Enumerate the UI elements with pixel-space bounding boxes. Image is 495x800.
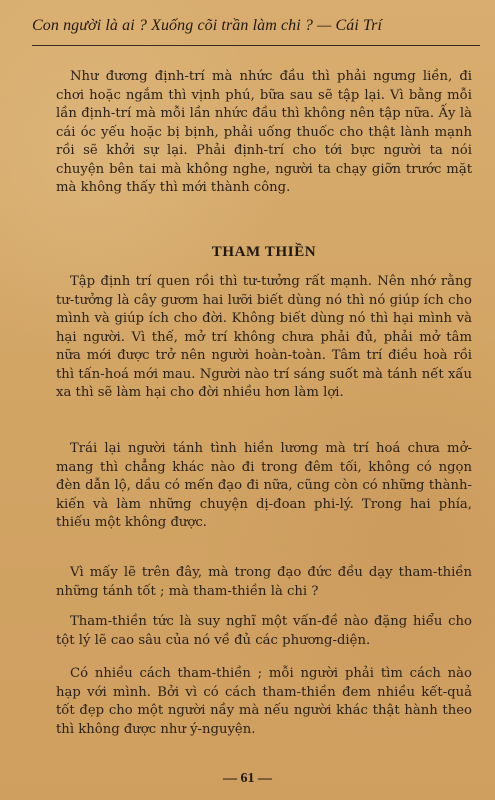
paragraph-5: Tham-thiền tức là suy nghĩ một vấn-đề nào đặng hiểu cho tột lý lẽ cao sâu của nó về đủ các phương-diện. — [56, 614, 472, 648]
page-content — [56, 68, 472, 756]
header-rule — [32, 45, 480, 46]
paragraph-3: Trái lại người tánh tình hiền lương mà trí hoá chưa mở-mang thì chẳng khác nào đi trong đêm tối, không có ngọn đèn dẫn lộ, dầu có mến đạo đi nữa, cũng còn có những thành-kiến và làm những chuyện dị-đoan phi-lý. Trong hai phía, thiếu một không được. — [56, 441, 472, 530]
paragraph-4: Vì mấy lẽ trên đây, mà trong đạo đức đều dạy tham-thiền những tánh tốt ; mà tham-thiền là chi ? — [56, 565, 472, 599]
paragraph-1: Như đương định-trí mà nhức đầu thì phải ngưng liền, đi chơi hoặc ngắm thì vịnh phú, bữa sau sẽ tập lại. Vì bằng mỗi lần định-trí mà mỗi lần nhức đầu thì không nên tập nữa. Ấy là cái óc yếu hoặc bị bịnh, phải uống thuốc cho thật lành mạnh rồi sẽ khởi sự lại. Phải định-trí cho tới bực người ta nói chuyện bên tai mà không nghe, người ta chạy giỡn trước mặt mà không thấy thì mới thành công. — [56, 69, 472, 195]
section-title: THAM THIỀN — [211, 244, 317, 260]
paragraph-2: Tập định trí quen rồi thì tư-tưởng rất mạnh. Nên nhớ rằng tư-tưởng là cây gươm hai lưỡi biết dùng nó thì nó giúp ích cho mình và giúp ích cho đời. Không biết dùng nó thì hại mình và hại người. Vì thế, mở trí không chưa phải đủ, phải mở tâm nữa mới được trở nên người hoàn-toàn. Tâm trí điều hoà rồi thì tấn-hoá mới mau. Người nào trí sáng suốt mà tánh nết xấu xa thì sẽ làm hại cho đời nhiều hơn làm lợi. — [56, 274, 472, 400]
running-title: Con người là ai ? Xuống cõi trần làm chi ? — Cái Trí — [32, 17, 383, 34]
page-header — [32, 16, 480, 50]
page-number: — 61 — — [223, 771, 272, 786]
paragraph-6: Có nhiều cách tham-thiền ; mỗi người phải tìm cách nào hạp với mình. Bởi vì có cách tham-thiền đem nhiều kết-quả tốt đẹp cho một người nầy mà nếu người khác thật hành theo thì không được như ý-nguyện. — [56, 666, 472, 737]
